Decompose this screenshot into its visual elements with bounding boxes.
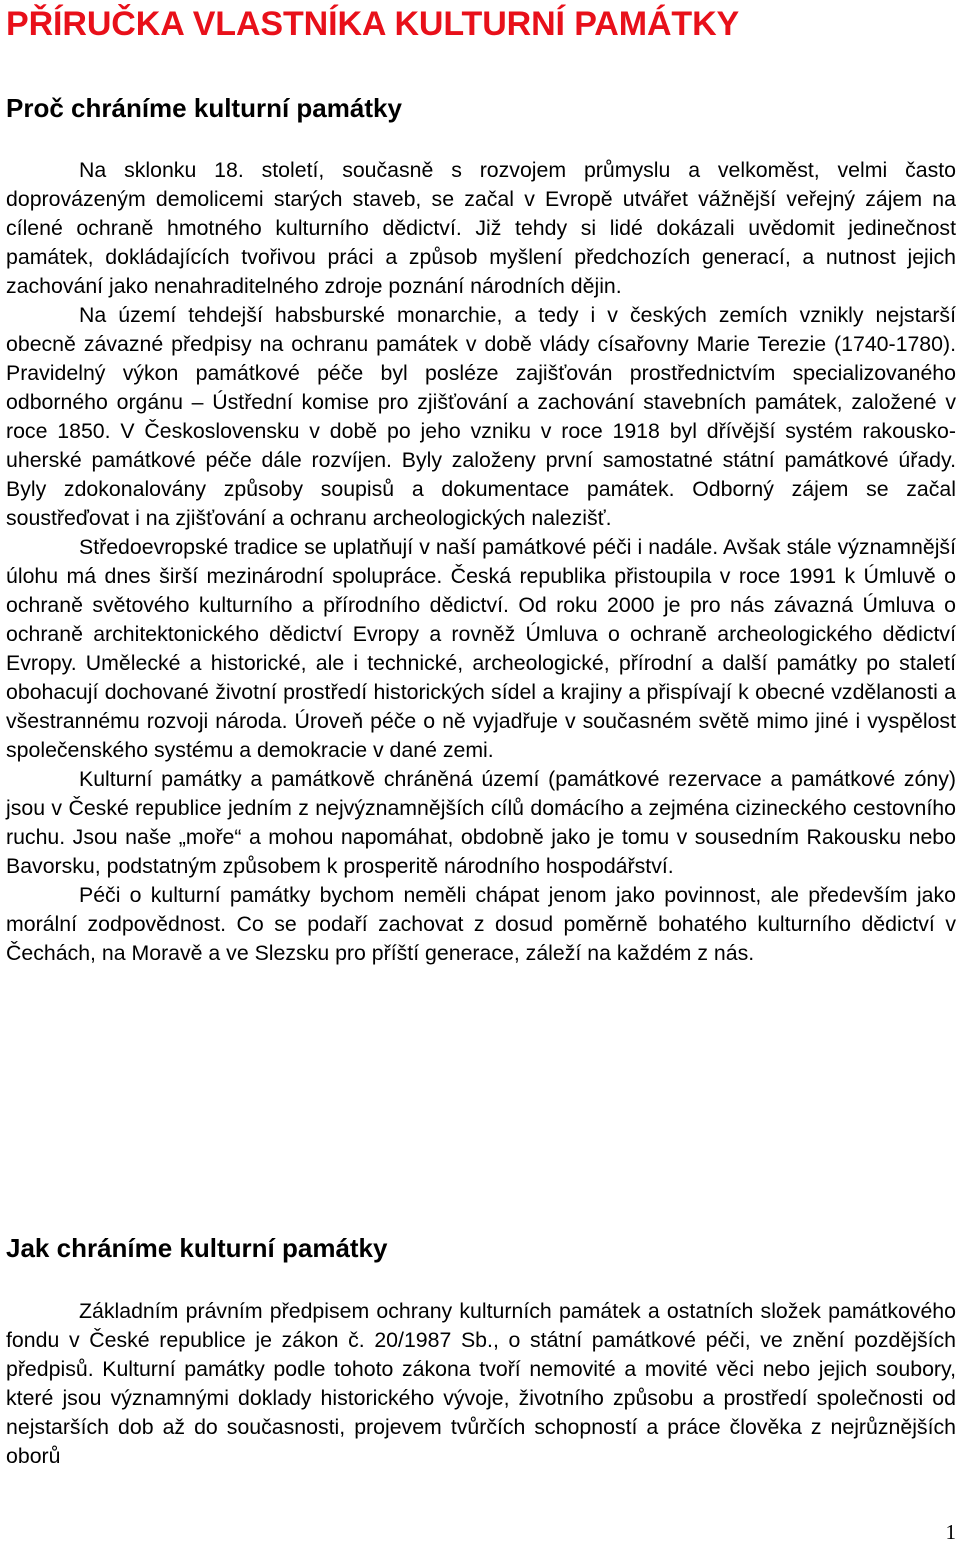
page-number: 1 xyxy=(945,1520,956,1544)
paragraph: Středoevropské tradice se uplatňují v naší památkové péči i nadále. Avšak stále významnější úlohu má dnes širší mezinárodní spolupráce. Česká republika přistoupila v roce 1991 k Úmluvě o ochraně světového kulturního a přírodního dědictví. Od roku 2000 je pro nás závazná Úmluva o ochraně architektonického dědictví Evropy a rovněž Úmluva o ochraně archeologického dědictví Evropy. Umělecké a historické, ale i technické, archeologické, přírodní a další památky po staletí obohacují dochované životní prostředí historických sídel a krajiny a přispívají k obecné vzdělanosti a všestrannému rozvoji národa. Úroveň péče o ně vyjadřuje v současném světě mimo jiné i vyspělost společenského systému a demokracie v dané zemi. xyxy=(6,535,956,762)
paragraph: Na sklonku 18. století, současně s rozvojem průmyslu a velkoměst, velmi často doprovázeným demolicemi starých staveb, se začal v Evropě utvářet vážnější veřejný zájem na cílené ochraně hmotného kulturního dědictví. Již tehdy si lidé dokázali uvědomit jedinečnost památek, dokládajících tvořivou práci a způsob myšlení předchozích generací, a nutnost jejich zachování jako nenahraditelného zdroje poznání národních dějin. xyxy=(6,158,956,298)
paragraph: Na území tehdejší habsburské monarchie, a tedy i v českých zemích vznikly nejstarší obecně závazné předpisy na ochranu památek v době vlády císařovny Marie Terezie (1740-1780). Pravidelný výkon památkové péče byl posléze zajišťován prostřednictvím specializovaného odborného orgánu – Ústřední komise pro zjišťování a zachování stavebních památek, založené v roce 1850. V Československu v době po jeho vzniku v roce 1918 byl dřívější systém rakousko-uherské památkové péče dále rozvíjen. Byly založeny první samostatné státní památkové úřady. Byly zdokonalovány způsoby soupisů a dokumentace památek. Odborný zájem se začal soustřeďovat i na zjišťování a ochranu archeologických nalezišť. xyxy=(6,303,956,530)
paragraph: Kulturní památky a památkově chráněná území (památkové rezervace a památkové zóny) jsou v České republice jedním z nejvýznamnějších cílů domácího a zejména cizineckého cestovního ruchu. Jsou naše „moře“ a mohou napomáhat, obdobně jako je tomu v sousedním Rakousku nebo Bavorsku, podstatným způsobem k prosperitě národního hospodářství. xyxy=(6,767,956,878)
document-title: PŘÍRUČKA VLASTNÍKA KULTURNÍ PAMÁTKY xyxy=(6,5,740,43)
section-body-how xyxy=(6,1297,956,1471)
section-heading-why: Proč chráníme kulturní památky xyxy=(6,93,402,123)
paragraph: Základním právním předpisem ochrany kulturních památek a ostatních složek památkového fondu v České republice je zákon č. 20/1987 Sb., o státní památkové péči, ve znění pozdějších předpisů. Kulturní památky podle tohoto zákona tvoří nemovité a movité věci nebo jejich soubory, které jsou významnými doklady historického vývoje, životního způsobu a prostředí společnosti od nejstarších dob až do současnosti, projevem tvůrčích schopností a práce člověka z nejrůznějších oborů xyxy=(6,1299,956,1468)
section-heading-how: Jak chráníme kulturní památky xyxy=(6,1233,388,1263)
paragraph: Péči o kulturní památky bychom neměli chápat jenom jako povinnost, ale především jako morální zodpovědnost. Co se podaří zachovat z dosud poměrně bohatého kulturního dědictví v Čechách, na Moravě a ve Slezsku pro příští generace, záleží na každém z nás. xyxy=(6,883,956,965)
section-body-why xyxy=(6,156,956,968)
